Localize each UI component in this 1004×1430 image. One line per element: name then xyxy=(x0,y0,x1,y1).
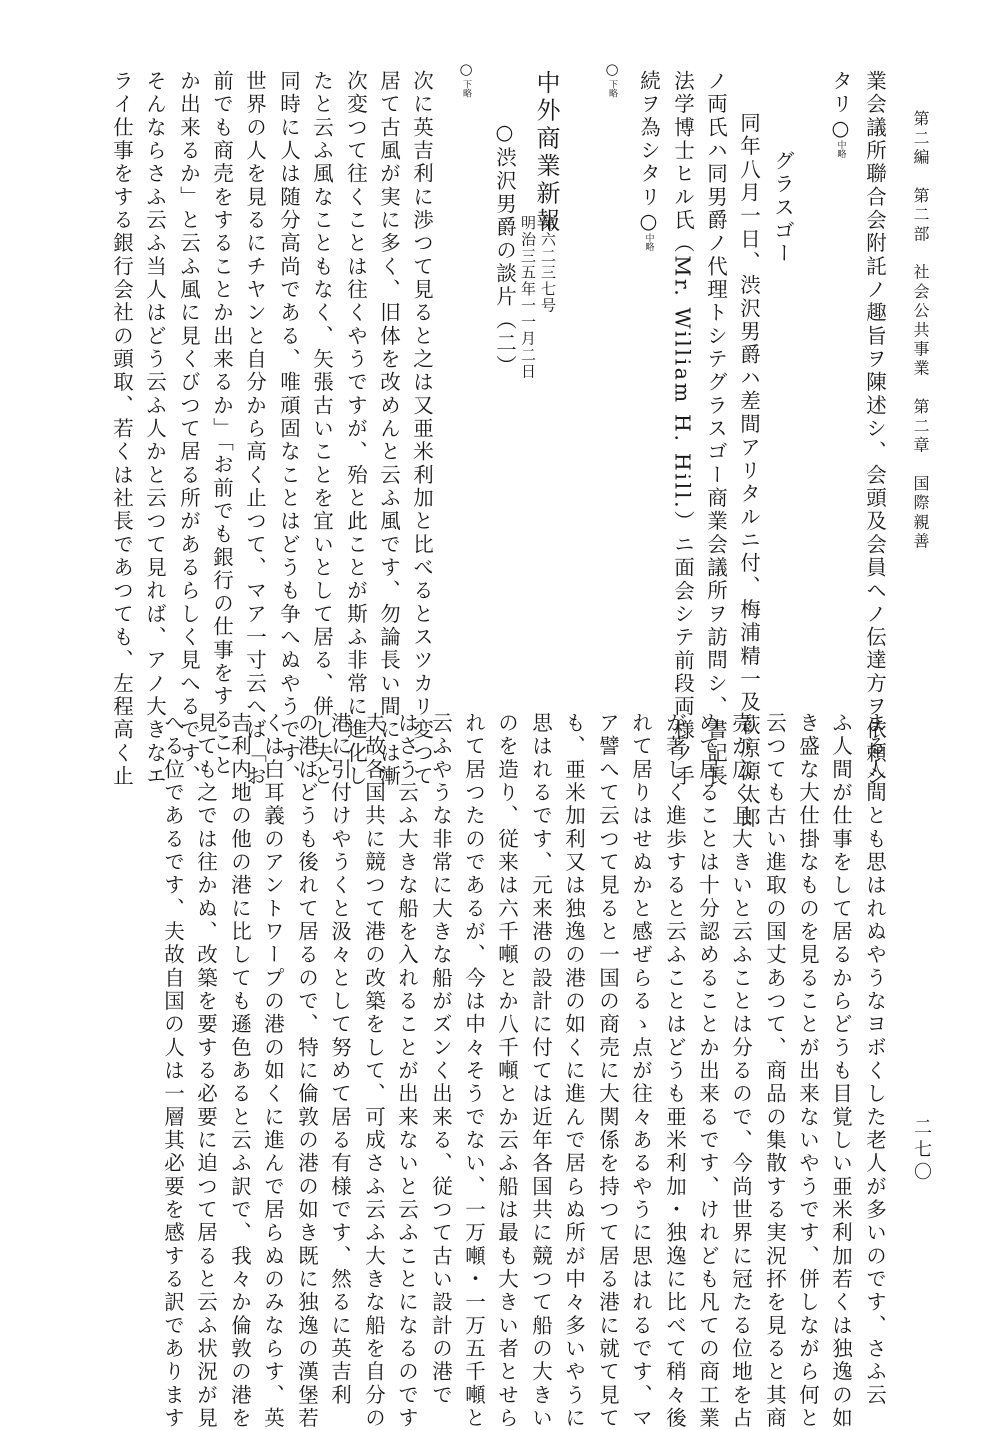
article-title: ○渋沢男爵の談片（二） xyxy=(492,120,517,379)
text-line: ア譬へて云つて見ると一国の商売に大関係を持つて居る港に就て見て xyxy=(595,712,620,1430)
text-line: 同年八月一日、渋沢男爵ハ差間アリタルニ付、梅浦精一及萩原源太郎 xyxy=(736,112,761,831)
note-chu-ryaku-label: 中略 xyxy=(835,140,846,159)
text-line: のを造り、従来は六千噸とか八千噸とか云ふ船は最も大きい者とせら xyxy=(494,712,519,1430)
text-line: 見ても之では往かぬ、改築を要する必要に迫つて居ると云ふ状況が見 xyxy=(193,712,218,1430)
text-line: ノ両氏ハ同男爵ノ代理トシテグラスゴー商業会議所ヲ訪問シ、書記長 xyxy=(703,70,728,789)
note-ka-ryaku: ○下略 xyxy=(603,60,621,98)
text-line: 前でも商売をすることか出来るか」「お前でも銀行の仕事をすること xyxy=(209,70,234,778)
note-ryaku-label: 下略 xyxy=(461,79,471,98)
text-line: 吉利内地の他の港に比しても遜色あると云ふ訳で、我々か倫敦の港を xyxy=(227,712,252,1430)
text-line: たと云ふ風なこともなく、矢張古いことを宜いとして居る、併し夫と xyxy=(309,70,334,789)
note-chu-ryaku: ○中略 xyxy=(828,116,853,159)
text-line: の港はどうも後れて居るので、特に倫敦の港の如き既に独逸の漢堡若 xyxy=(294,712,319,1430)
issue-number: 第六二三七号 xyxy=(539,215,557,314)
text-line: 居て古風が実に多く、旧体を改めんと云ふ風です、勿論長い間には漸 xyxy=(376,70,401,789)
text-line xyxy=(638,70,659,251)
text-line: 云つても古い進取の国丈あつて、商品の集散する実況抔を見ると其商 xyxy=(762,712,787,1430)
text-line: 法学博士ヒル氏（Mr. William H. Hill.）ニ面会シテ前段両様ノ手 xyxy=(670,70,695,789)
newspaper-title: 中外商業新報 xyxy=(532,70,560,236)
text-line: はさう云ふ大きな船を入れることが出来ないと云ふことになるのです xyxy=(394,712,419,1430)
text-line: 思はれるです、元来港の設計に付ては近年各国共に競つて船の大きい xyxy=(528,712,553,1430)
text-line: 夫故各国共に競つて港の改築をして、可成さふ云ふ大きな船を自分の xyxy=(361,712,386,1430)
text-line: まる人間とも思はれぬやうなヨボくした老人が多いのです、さふ云 xyxy=(862,712,887,1407)
text-line: ふ人間が仕事をして居るからどうも目覚しい亜米利加若くは独逸の如 xyxy=(828,712,853,1430)
text-line: が著しく進歩すると云ふことはどうも亜米利加・独逸に比べて稍々後 xyxy=(662,712,687,1430)
text-line xyxy=(830,70,851,158)
text-line: めて居ることは十分認めることか出来るです、けれども凡ての商工業 xyxy=(695,712,720,1430)
text-line: き盛な大仕掛なものを見ることが出来ないやうです、併しながら何と xyxy=(795,712,820,1430)
text-line: か出来るか」と云ふ風に見くびつて居る所があるらしく見へるです、 xyxy=(176,70,201,789)
text-line: くは白耳義のアントワープの港の如くに進んで居らぬのみならす、英 xyxy=(260,712,285,1430)
text-line: 同時に人は随分高尚である、唯頑固なことはどうも争へぬやうです、 xyxy=(276,70,301,789)
text-line: れて居つたのであるが、今は中々そうでない、一万噸・一万五千噸と xyxy=(461,712,486,1430)
running-head: 第二編 第二部 社会公共事業 第二章 国際親善 xyxy=(911,110,930,552)
text-line: 云ふやうな非常に大きな船がズンく出来る、従つて古い設計の港で xyxy=(428,712,453,1407)
note-chu-ryaku: ○中略 xyxy=(636,209,661,251)
text-fragment: タリ xyxy=(828,70,853,117)
text-line: 次に英吉利に渉つて見ると之は又亜米利加と比べるとスツカリ変つて xyxy=(409,70,434,789)
text-fragment: 続ヲ為シタリ xyxy=(636,70,661,209)
text-line: 世界の人を見るにチヤンと自分から高く止つて、マア一寸云へば「お xyxy=(242,70,267,789)
note-chu-ryaku-label: 中略 xyxy=(643,233,654,251)
text-line: ライ仕事をする銀行会社の頭取、若くは社長であつても、左程高く止 xyxy=(109,70,134,789)
text-line: 売が広く且大きいと云ふことは分るので、今尚世界に冠たる位地を占 xyxy=(728,712,753,1430)
note-ka-ryaku-label: 下略 xyxy=(607,79,617,98)
text-line: 港に引付けやうくと汲々として努めて居る有様です、然るに英吉利 xyxy=(327,712,352,1407)
text-line: そんならさふ云ふ当人はどう云ふ人かと云つて見れば、アノ大きなエ xyxy=(142,70,167,789)
text-line: も、亜米加利又は独逸の港の如くに進んで居らぬ所が中々多いやうに xyxy=(561,712,586,1430)
text-line: へる位であるです、夫故自国の人は一層其必要を感する訳であります xyxy=(160,712,185,1430)
place-heading-glasgow: グラスゴー xyxy=(770,150,795,266)
text-line: れて居りはせぬかと感ぜらるゝ点が往々あるやうに思はれるです、マ xyxy=(628,712,653,1430)
page-number: 二七〇 xyxy=(911,1117,932,1185)
issue-date: 明治三五年一一月二日 xyxy=(519,215,537,380)
text-line: 次変つて往くことは往くやうですが、殆と此ことが斯ふ非常に進化し xyxy=(343,70,368,789)
text-line: 業会議所聯合会附託ノ趣旨ヲ陳述シ、会頭及会員ヘノ伝達方ヲ依頼シ xyxy=(862,70,887,789)
note-ryaku: ○下略 xyxy=(457,60,475,98)
